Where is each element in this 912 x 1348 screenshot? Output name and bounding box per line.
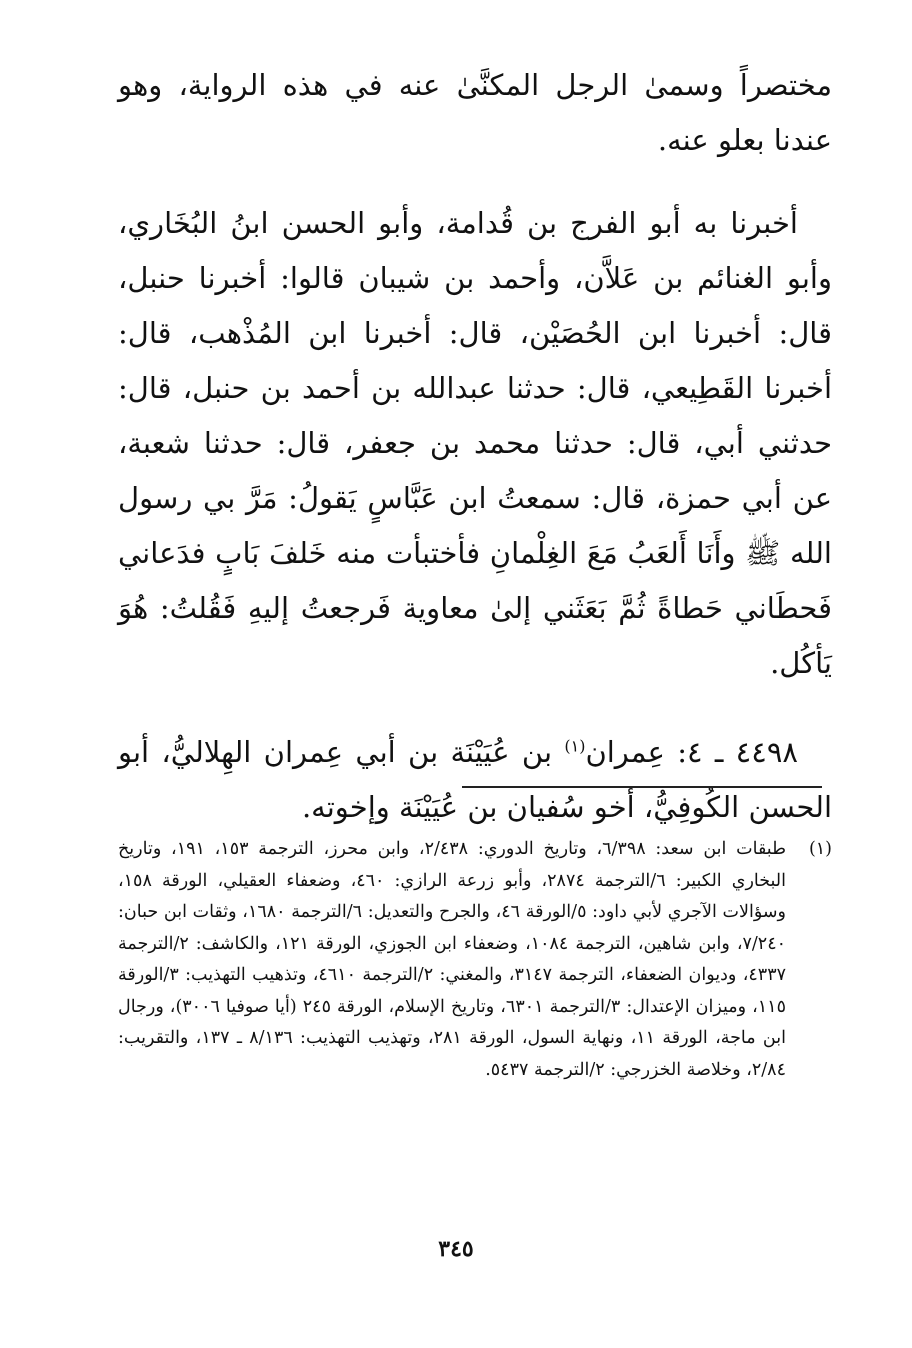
footnote-1	[118, 834, 832, 1086]
biography-entry	[118, 725, 832, 835]
page-number: ٣٤٥	[438, 1236, 474, 1262]
footnote-text: طبقات ابن سعد: ٦/٣٩٨، وتاريخ الدوري: ٢/٤٣٨، وابن محرز، الترجمة ١٥٣، ١٩١، وتاريخ البخاري الكبير: ٦/الترجمة ٢٨٧٤، وأبو زرعة الرازي: ٤٦٠، وضعفاء العقيلي، الورقة ١٥٨، وسؤالات الآجري لأبي داود: ٥/الورقة ٤٦، والجرح والتعديل: ٦/الترجمة ١٦٨٠، وثقات ابن حبان: ٧/٢٤٠، وابن شاهين، الترجمة ١٠٨٤، وضعفاء ابن الجوزي، الورقة ١٢١، والكاشف: ٢/الترجمة ٤٣٣٧، وديوان الضعفاء، الترجمة ٣١٤٧، والمغني: ٢/الترجمة ٤٦١٠، وتذهيب التهذيب: ٣/الورقة ١١٥، وميزان الإعتدال: ٣/الترجمة ٦٣٠١، وتاريخ الإسلام، الورقة ٢٤٥ (أيا صوفيا ٣٠٠٦)، ورجال ابن ماجة، الورقة ١١، ونهاية السول، الورقة ٢٨١، وتهذيب التهذيب: ٨/١٣٦ ـ ١٣٧، والتقريب: ٢/٨٤، وخلاصة الخزرجي: ٢/الترجمة ٥٤٣٧.	[118, 839, 787, 1080]
footnote-reference: (١)	[564, 736, 586, 756]
paragraph-hadith-chain: أخبرنا به أبو الفرج بن قُدامة، وأبو الحسن ابنُ البُخَاري، وأبو الغنائم بن عَلاَّن، وأحمد بن شيبان قالوا: أخبرنا حنبل، قال: أخبرنا ابن الحُصَيْن، قال: أخبرنا ابن المُذْهب، قال: أخبرنا القَطِيعي، قال: حدثنا عبدالله بن أحمد بن حنبل، قال: حدثني أبي، قال: حدثنا محمد بن جعفر، قال: حدثنا شعبة، عن أبي حمزة، قال: سمعتُ ابن عَبَّاسٍ يَقولُ: مَرَّ بي رسول الله ﷺ وأَنَا أَلعَبُ مَعَ الغِلْمانِ فأختبأت منه خَلفَ بَابٍ فدَعاني فَحطَاني حَطاةً ثُمَّ بَعَثَني إلىٰ معاوية فَرجعتُ إليهِ فَقُلتُ: هُوَ يَأكُل.	[118, 206, 832, 680]
footnotes	[118, 834, 832, 1086]
main-text	[118, 58, 832, 835]
paragraph-continuation: مختصراً وسمىٰ الرجل المكنَّىٰ عنه في هذه الرواية، وهو عندنا بعلو عنه.	[118, 68, 832, 157]
entry-text: بن عُيَيْنَة بن أبي عِمران الهِلاليُّ، أبو الحسن الكُوفِيُّ، أخو سُفيان بن عُيَيْنَة وإخوته.	[118, 735, 832, 824]
entry-heading: ٤٤٩٨ ـ ٤: عِمران	[585, 735, 798, 769]
footnote-separator	[462, 786, 822, 788]
footnote-number: (١)	[808, 839, 832, 859]
